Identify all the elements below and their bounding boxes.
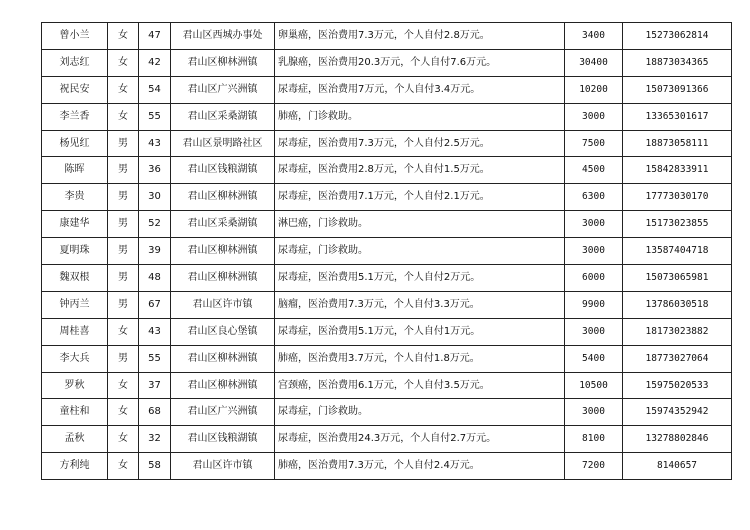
cell-address: 君山区良心堡镇: [171, 318, 275, 345]
cell-address: 君山区广兴洲镇: [171, 76, 275, 103]
cell-age: 42: [139, 49, 171, 76]
cell-address: 君山区钱粮湖镇: [171, 426, 275, 453]
cell-phone: 13587404718: [623, 238, 732, 265]
cell-gender: 女: [108, 103, 139, 130]
table-row: [42, 453, 732, 480]
cell-phone: 15173023855: [623, 211, 732, 238]
cell-address: 君山区柳林洲镇: [171, 265, 275, 292]
cell-amount: 5400: [565, 345, 623, 372]
cell-diagnosis: 卵巢癌，医治费用7.3万元，个人自付2.8万元。: [275, 23, 565, 50]
cell-amount: 10200: [565, 76, 623, 103]
cell-name: 祝民安: [42, 76, 108, 103]
cell-diagnosis: 尿毒症，门诊救助。: [275, 399, 565, 426]
cell-address: 君山区广兴洲镇: [171, 399, 275, 426]
cell-age: 54: [139, 76, 171, 103]
table-row: [42, 399, 732, 426]
cell-gender: 男: [108, 238, 139, 265]
cell-diagnosis: 乳腺癌，医治费用20.3万元，个人自付7.6万元。: [275, 49, 565, 76]
cell-age: 30: [139, 184, 171, 211]
cell-address: 君山区西城办事处: [171, 23, 275, 50]
cell-age: 32: [139, 426, 171, 453]
table-row: [42, 372, 732, 399]
cell-name: 李兰香: [42, 103, 108, 130]
cell-amount: 3000: [565, 238, 623, 265]
table-row: [42, 130, 732, 157]
cell-name: 钟丙兰: [42, 291, 108, 318]
table-row: [42, 345, 732, 372]
table-row: [42, 49, 732, 76]
cell-diagnosis: 尿毒症，医治费用2.8万元，个人自付1.5万元。: [275, 157, 565, 184]
cell-diagnosis: 尿毒症，医治费用7万元，个人自付3.4万元。: [275, 76, 565, 103]
cell-age: 37: [139, 372, 171, 399]
cell-address: 君山区柳林洲镇: [171, 238, 275, 265]
cell-diagnosis: 尿毒症，医治费用5.1万元，个人自付2万元。: [275, 265, 565, 292]
cell-address: 君山区许市镇: [171, 291, 275, 318]
cell-address: 君山区柳林洲镇: [171, 49, 275, 76]
cell-name: 魏双根: [42, 265, 108, 292]
table-row: [42, 291, 732, 318]
cell-phone: 18873034365: [623, 49, 732, 76]
cell-amount: 4500: [565, 157, 623, 184]
cell-age: 43: [139, 130, 171, 157]
cell-name: 罗秋: [42, 372, 108, 399]
table-body: [42, 23, 732, 480]
cell-gender: 女: [108, 372, 139, 399]
cell-phone: 18173023882: [623, 318, 732, 345]
cell-gender: 女: [108, 318, 139, 345]
cell-amount: 3000: [565, 103, 623, 130]
cell-age: 55: [139, 103, 171, 130]
cell-amount: 7500: [565, 130, 623, 157]
cell-name: 刘志红: [42, 49, 108, 76]
cell-address: 君山区柳林洲镇: [171, 345, 275, 372]
table-row: [42, 211, 732, 238]
cell-amount: 30400: [565, 49, 623, 76]
cell-amount: 6300: [565, 184, 623, 211]
cell-amount: 3400: [565, 23, 623, 50]
cell-amount: 3000: [565, 211, 623, 238]
cell-amount: 7200: [565, 453, 623, 480]
cell-gender: 男: [108, 184, 139, 211]
cell-phone: 15073091366: [623, 76, 732, 103]
cell-address: 君山区许市镇: [171, 453, 275, 480]
cell-gender: 女: [108, 23, 139, 50]
cell-gender: 女: [108, 426, 139, 453]
table-row: [42, 157, 732, 184]
cell-name: 孟秋: [42, 426, 108, 453]
cell-age: 55: [139, 345, 171, 372]
cell-name: 李贵: [42, 184, 108, 211]
cell-address: 君山区采桑湖镇: [171, 103, 275, 130]
cell-diagnosis: 淋巴癌，门诊救助。: [275, 211, 565, 238]
cell-gender: 男: [108, 265, 139, 292]
cell-diagnosis: 脑瘤，医治费用7.3万元，个人自付3.3万元。: [275, 291, 565, 318]
cell-gender: 女: [108, 453, 139, 480]
cell-age: 68: [139, 399, 171, 426]
cell-age: 48: [139, 265, 171, 292]
cell-phone: 15073065981: [623, 265, 732, 292]
cell-gender: 男: [108, 345, 139, 372]
cell-amount: 3000: [565, 318, 623, 345]
cell-diagnosis: 尿毒症，医治费用7.1万元，个人自付2.1万元。: [275, 184, 565, 211]
cell-name: 陈晖: [42, 157, 108, 184]
table-row: [42, 76, 732, 103]
cell-address: 君山区钱粮湖镇: [171, 157, 275, 184]
cell-phone: 15273062814: [623, 23, 732, 50]
table-row: [42, 184, 732, 211]
table-row: [42, 318, 732, 345]
table-row: [42, 265, 732, 292]
cell-age: 47: [139, 23, 171, 50]
cell-gender: 男: [108, 157, 139, 184]
cell-name: 童柱和: [42, 399, 108, 426]
cell-age: 67: [139, 291, 171, 318]
cell-age: 39: [139, 238, 171, 265]
cell-diagnosis: 尿毒症，医治费用7.3万元，个人自付2.5万元。: [275, 130, 565, 157]
cell-phone: 8140657: [623, 453, 732, 480]
cell-gender: 男: [108, 291, 139, 318]
cell-diagnosis: 尿毒症，医治费用5.1万元，个人自付1万元。: [275, 318, 565, 345]
aid-recipients-table: [41, 22, 732, 480]
cell-name: 方利纯: [42, 453, 108, 480]
table-row: [42, 238, 732, 265]
cell-amount: 6000: [565, 265, 623, 292]
cell-gender: 男: [108, 130, 139, 157]
cell-name: 曾小兰: [42, 23, 108, 50]
cell-diagnosis: 尿毒症，医治费用24.3万元，个人自付2.7万元。: [275, 426, 565, 453]
cell-phone: 18873058111: [623, 130, 732, 157]
cell-age: 36: [139, 157, 171, 184]
cell-diagnosis: 肺癌，门诊救助。: [275, 103, 565, 130]
cell-diagnosis: 宫颈癌，医治费用6.1万元，个人自付3.5万元。: [275, 372, 565, 399]
cell-amount: 9900: [565, 291, 623, 318]
table-row: [42, 23, 732, 50]
cell-age: 52: [139, 211, 171, 238]
cell-phone: 15842833911: [623, 157, 732, 184]
cell-age: 43: [139, 318, 171, 345]
cell-diagnosis: 肺癌，医治费用7.3万元，个人自付2.4万元。: [275, 453, 565, 480]
cell-name: 李大兵: [42, 345, 108, 372]
cell-address: 君山区柳林洲镇: [171, 184, 275, 211]
cell-address: 君山区采桑湖镇: [171, 211, 275, 238]
cell-gender: 女: [108, 399, 139, 426]
cell-name: 杨见红: [42, 130, 108, 157]
table-row: [42, 103, 732, 130]
cell-amount: 3000: [565, 399, 623, 426]
cell-gender: 女: [108, 49, 139, 76]
cell-name: 康建华: [42, 211, 108, 238]
table-row: [42, 426, 732, 453]
cell-diagnosis: 肺癌，医治费用3.7万元，个人自付1.8万元。: [275, 345, 565, 372]
cell-gender: 女: [108, 76, 139, 103]
cell-phone: 13278802846: [623, 426, 732, 453]
cell-amount: 10500: [565, 372, 623, 399]
cell-address: 君山区景明路社区: [171, 130, 275, 157]
cell-phone: 17773030170: [623, 184, 732, 211]
cell-phone: 15975020533: [623, 372, 732, 399]
cell-name: 周桂喜: [42, 318, 108, 345]
cell-phone: 13786030518: [623, 291, 732, 318]
cell-gender: 男: [108, 211, 139, 238]
cell-diagnosis: 尿毒症，门诊救助。: [275, 238, 565, 265]
cell-amount: 8100: [565, 426, 623, 453]
cell-address: 君山区柳林洲镇: [171, 372, 275, 399]
cell-phone: 15974352942: [623, 399, 732, 426]
cell-name: 夏明珠: [42, 238, 108, 265]
cell-age: 58: [139, 453, 171, 480]
cell-phone: 18773027064: [623, 345, 732, 372]
cell-phone: 13365301617: [623, 103, 732, 130]
